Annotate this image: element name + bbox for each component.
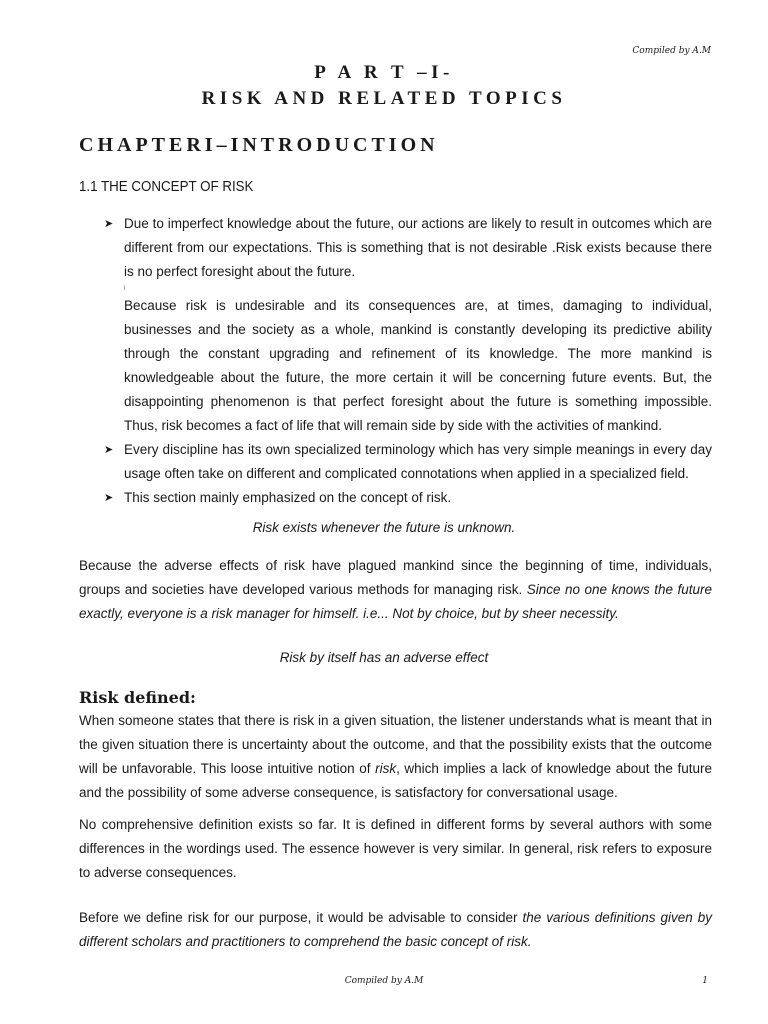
paragraph-before-define-normal: Before we define risk for our purpose, it would be advisable to consider [79, 910, 523, 925]
part-title-line1: P A R T –I- [314, 62, 454, 83]
paragraph-before-define-italic: the various definitions given by different scholars and practitioners to comprehend the basic concept of risk. [79, 910, 712, 949]
paragraph-no-definition: No comprehensive definition exists so far. It is defined in different forms by several authors with some differences in the wordings used. The essence however is very similar. In general, risk refers to exposure to adverse consequences. [79, 817, 712, 880]
paragraph-managing-risk-italic: Since no one knows the future exactly, everyone is a risk manager for himself. i.e... Not by choice, but by sheer necessity. [79, 582, 712, 621]
stray-mark: l [124, 286, 126, 292]
bullet-item-3 [104, 486, 712, 510]
bullet-list [104, 212, 712, 510]
paragraph-risk-definition-part1: When someone states that there is risk in a given situation, the listener understands what is meant that in the given situation there is uncertainty about the outcome, and that the possibility exists that the outcome will be unfavorable. This loose intuitive notion of [79, 713, 712, 776]
paragraph-before-define [79, 906, 712, 954]
part-title [0, 60, 768, 112]
bullet-text-1: Due to imperfect knowledge about the future, our actions are likely to result in outcomes which are different from our expectations. This is something that is not desirable .Risk exists because there is no perfect foresight about the future. [124, 216, 712, 279]
quote-risk-exists: Risk exists whenever the future is unknown. [252, 520, 516, 535]
section-title: 1.1 THE CONCEPT OF RISK [79, 179, 254, 195]
paragraph-risk-definition [79, 709, 712, 805]
arrow-bullet-icon: ➤ [104, 218, 114, 230]
page-number: 1 [702, 976, 708, 986]
paragraph-managing-risk [79, 554, 712, 626]
paragraph-managing-risk-normal: Because the adverse effects of risk have plagued mankind since the beginning of time, individuals, groups and societies have developed various methods for managing risk. [79, 558, 712, 597]
arrow-bullet-icon: ➤ [104, 444, 114, 456]
footer-compiled-by: Compiled by A.M [344, 976, 424, 986]
heading-risk-defined: Risk defined: [79, 688, 196, 707]
paragraph-risk-definition-italic: risk [375, 761, 397, 776]
bullet-item-1 [104, 212, 712, 284]
chapter-title: CHAPTERI–INTRODUCTION [79, 134, 439, 156]
paragraph-risk-definition-part2: , which implies a lack of knowledge about the future and the possibility of some adverse consequence, is satisfactory for conversational usage. [79, 761, 712, 800]
quote-adverse-effect: Risk by itself has an adverse effect [279, 650, 489, 665]
part-title-line2: RISK AND RELATED TOPICS [201, 88, 567, 109]
bullet-text-3: This section mainly emphasized on the concept of risk. [124, 490, 452, 505]
arrow-bullet-icon: ➤ [104, 492, 114, 504]
bullet-continuation: Because risk is undesirable and its consequences are, at times, damaging to individual, businesses and the society as a whole, mankind is constantly developing its predictive ability through the constant upgrading and refinement of its knowledge. The more mankind is knowledgeable about the future, the more certain it will be concerning future events. But, the disappointing phenomenon is that perfect foresight about the future is something impossible. Thus, risk becomes a fact of life that will remain side by side with the activities of mankind. [124, 298, 712, 433]
header-compiled-by: Compiled by A.M [632, 46, 711, 56]
bullet-item-2 [104, 438, 712, 486]
bullet-text-2: Every discipline has its own specialized terminology which has very simple meanings in every day usage often take on different and complicated connotations when applied in a specialized field. [124, 442, 712, 481]
